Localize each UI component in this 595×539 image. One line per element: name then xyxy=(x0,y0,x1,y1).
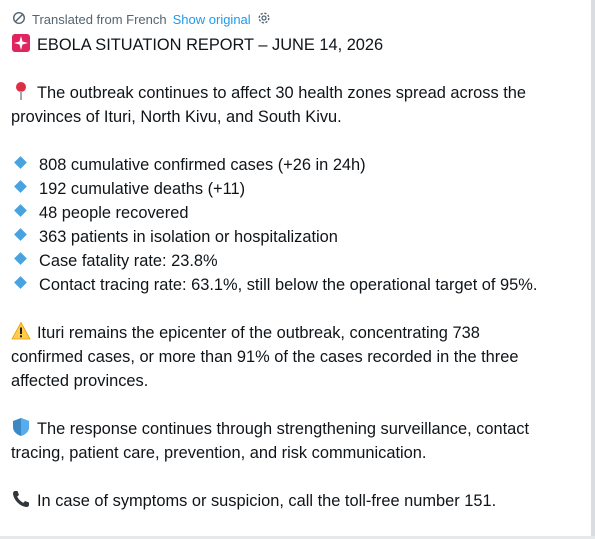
list-item-text: Contact tracing rate: 63.1%, still below the operational target of 95%. xyxy=(39,276,538,294)
list-item xyxy=(11,249,581,273)
report-title xyxy=(11,33,581,57)
callout-text: In case of symptoms or suspicion, call the toll-free number 151. xyxy=(37,492,497,510)
response-text-2: tracing, patient care, prevention, and risk communication. xyxy=(11,444,427,462)
blue-diamond-icon xyxy=(14,276,27,289)
ituri-text-3: affected provinces. xyxy=(11,372,149,390)
list-item-text: 363 patients in isolation or hospitalization xyxy=(39,228,338,246)
blue-diamond-icon xyxy=(14,180,27,193)
response-text-1: The response continues through strengthening surveillance, contact xyxy=(37,420,530,438)
post-body xyxy=(11,33,581,513)
intro-line-2 xyxy=(11,105,581,129)
translation-label: Translated from French xyxy=(32,12,167,27)
translate-icon xyxy=(12,11,26,28)
telephone-icon xyxy=(11,489,31,509)
ituri-text-2: confirmed cases, or more than 91% of the cases recorded in the three xyxy=(11,348,519,366)
blue-diamond-icon xyxy=(14,204,27,217)
list-item-text: 808 cumulative confirmed cases (+26 in 24h) xyxy=(39,156,366,174)
list-item xyxy=(11,153,581,177)
show-original-link[interactable]: Show original xyxy=(172,12,251,27)
intro-line-1 xyxy=(11,81,581,105)
siren-icon xyxy=(11,33,31,53)
list-item xyxy=(11,225,581,249)
list-item-text: 192 cumulative deaths (+11) xyxy=(39,180,246,198)
response-line-1 xyxy=(11,417,581,441)
blue-diamond-icon xyxy=(14,252,27,265)
list-item-text: Case fatality rate: 23.8% xyxy=(39,252,218,270)
ituri-text-1: Ituri remains the epicenter of the outbreak, concentrating 738 xyxy=(37,324,480,342)
list-item xyxy=(11,273,581,297)
gear-icon[interactable] xyxy=(257,11,271,28)
report-title-text: EBOLA SITUATION REPORT – JUNE 14, 2026 xyxy=(37,36,384,54)
translation-bar xyxy=(12,11,271,28)
blue-diamond-icon xyxy=(14,156,27,169)
intro-text-2: provinces of Ituri, North Kivu, and South Kivu. xyxy=(11,108,342,126)
ituri-line-2 xyxy=(11,345,581,369)
warning-icon xyxy=(11,321,31,341)
shield-icon xyxy=(11,417,31,437)
ituri-line-1 xyxy=(11,321,581,345)
list-item-text: 48 people recovered xyxy=(39,204,189,222)
intro-text-1: The outbreak continues to affect 30 health zones spread across the xyxy=(37,84,526,102)
callout-line xyxy=(11,489,581,513)
list-item xyxy=(11,201,581,225)
list-item xyxy=(11,177,581,201)
blue-diamond-icon xyxy=(14,228,27,241)
response-line-2 xyxy=(11,441,581,465)
window-right-edge xyxy=(591,0,595,539)
ituri-line-3 xyxy=(11,369,581,393)
pushpin-icon xyxy=(11,81,31,101)
